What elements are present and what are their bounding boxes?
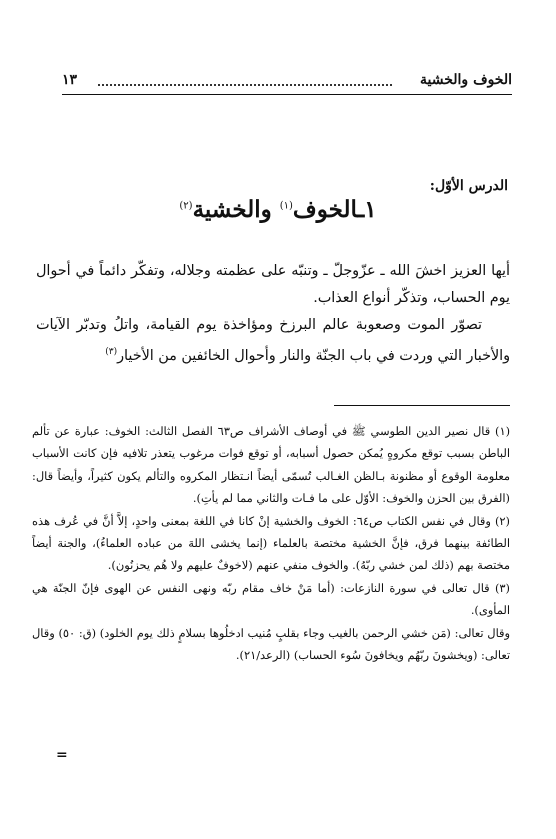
footnote-ref-3: (٣)	[105, 347, 118, 357]
lesson-title-part-2: والخشية	[192, 196, 280, 223]
footnotes	[32, 420, 510, 666]
lesson-title-part-1: ١ـالخوف	[292, 196, 377, 223]
running-header	[62, 72, 512, 95]
header-title: الخوف والخشية	[420, 72, 512, 88]
footnote-separator	[334, 405, 510, 406]
paragraph-1: أيها العزيز اخشَ الله ـ عزّوجلّ ـ وتنبّه على عظمته وجلاله، وتفكّر دائماً في أحوال يوم الحساب، وتذكّر أنواع العذاب.	[36, 263, 510, 306]
continuation-mark: =	[56, 747, 68, 763]
footnote-1: (١) قال نصير الدين الطوسي ﷺ في أوصاف الأشراف ص٦٣ الفصل الثالث: الخوف: عبارة عن تألم الباطن بسبب توقع مكروهٍ يُمكن حصول أسبابه، أو توقع فوات مرغوب يتعذر تلافيه فإن كانت الأسباب معلومة الوقوع أو مظنونة بـالظن الغـالب تُسمّى أيضاً انـتظار المكروه والتألم يكون كثيراً، وأيضاً قال: (الفرق بين الحزن والخوف: الأوّل على ما فـات والثاني مما لم يأتِ).	[32, 424, 511, 506]
footnote-3-continued: وقال تعالى: (مَن خشي الرحمن بالغيب وجاء بقلبٍ مُنيب ادخلُوها بسلامٍ ذلك يوم الخلود) (ق: ٥٠) وقال تعالى: (ويخشونَ ربّهُم ويخافونَ سُوء الحساب) (الرعد/٢١).	[32, 625, 511, 663]
dot-leader	[98, 78, 392, 86]
footnote-ref-1: (١)	[279, 200, 293, 212]
paragraph-2	[36, 312, 510, 370]
lesson-title	[0, 196, 556, 223]
page-number: ١٣	[62, 72, 78, 88]
body-text	[36, 258, 510, 370]
footnote-2: (٢) وقال في نفس الكتاب ص٦٤: الخوف والخشية إنْ كانا في اللغة بمعنى واحدٍ، إلاَّ أنَّ في عُرف هذه الطائفة بينهما فرق، فإنَّ الخشية مختصة بالعلماء (إنما يخشى اللهَ من عباده العلماءُ)، والجنة أيضاً مختصة بهم (ذلك لمن خشي ربّهُ). والخوف منفي عنهم (لاخوفٌ عليهم ولا هُم يحزنُون).	[32, 513, 510, 573]
paragraph-2-text: تصوّر الموت وصعوبة عالم البرزخ ومؤاخذة يوم القيامة، واتلُ وتدبّر الآيات والأخبار التي وردت في باب الجنّة والنار وأحوال الخائفين من الأخيار	[36, 317, 510, 364]
lesson-label: الدرس الأوّل:	[429, 178, 508, 194]
footnote-3: (٣) قال تعالى في سورة النازعات: (أما مَنْ خاف مقام ربّه ونهى النفس عن الهوى فإنّ الجنّة هي المأوى).	[32, 580, 510, 618]
footnote-ref-2: (٢)	[179, 200, 193, 212]
